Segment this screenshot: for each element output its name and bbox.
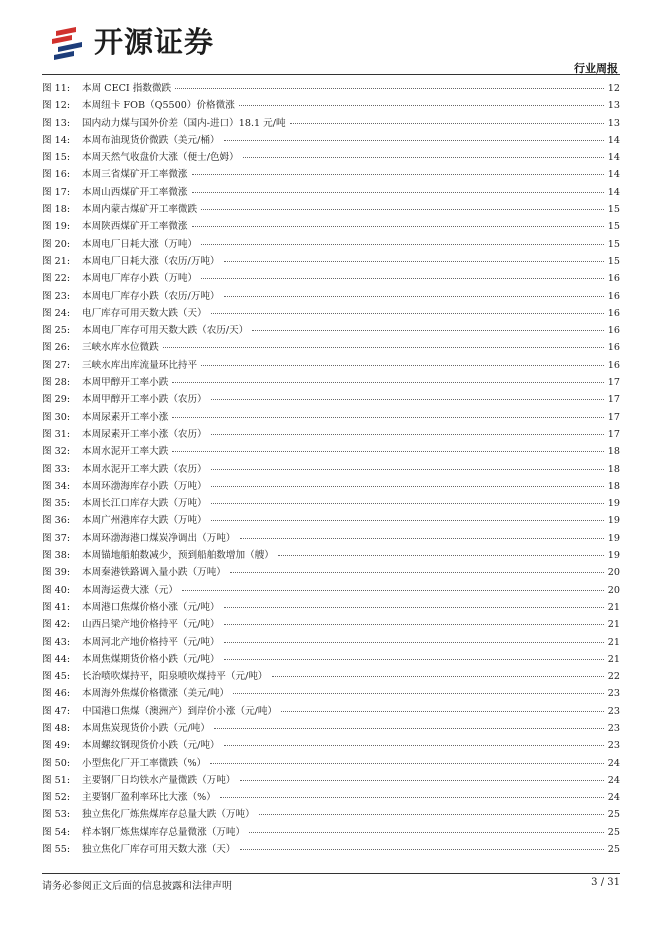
figure-title: 本周三省煤矿开工率微涨 bbox=[82, 169, 188, 181]
figure-number: 图 44: bbox=[42, 653, 71, 665]
figure-number: 图 42: bbox=[42, 619, 71, 631]
figure-page-number: 16 bbox=[607, 359, 620, 371]
toc-entry[interactable] bbox=[42, 495, 620, 512]
figure-title: 国内动力煤与国外价差（国内-进口）18.1 元/吨 bbox=[82, 117, 286, 129]
footer-disclaimer: 请务必参阅正文后面的信息披露和法律声明 bbox=[42, 881, 232, 892]
figure-number: 图 26: bbox=[42, 342, 71, 354]
figure-title: 本周纽卡 FOB（Q5500）价格微涨 bbox=[82, 100, 235, 112]
figure-title: 本周电厂日耗大涨（农历/万吨） bbox=[82, 255, 220, 267]
figure-title: 本周天然气收盘价大涨（便士/色姆） bbox=[82, 152, 239, 164]
figure-title: 本周电厂库存小跌（万吨） bbox=[82, 273, 198, 285]
dot-leader bbox=[224, 624, 604, 625]
figure-number: 图 41: bbox=[42, 601, 71, 613]
figure-number: 图 28: bbox=[42, 377, 71, 389]
figure-page-number: 23 bbox=[607, 740, 620, 752]
figure-title: 本周电厂日耗大涨（万吨） bbox=[82, 238, 198, 250]
dot-leader bbox=[172, 382, 603, 383]
figure-title: 本周焦炭现货价小跌（元/吨） bbox=[82, 722, 210, 734]
dot-leader bbox=[192, 226, 604, 227]
figure-title: 本周水泥开工率大跌 bbox=[82, 446, 169, 458]
dot-leader bbox=[192, 174, 604, 175]
dot-leader bbox=[201, 209, 604, 210]
toc-entry[interactable] bbox=[42, 339, 620, 356]
toc-entry[interactable] bbox=[42, 149, 620, 166]
dot-leader bbox=[175, 88, 604, 89]
figure-page-number: 18 bbox=[607, 446, 620, 458]
figure-title: 三峡水库出库流量环比持平 bbox=[82, 359, 198, 371]
figure-page-number: 13 bbox=[607, 100, 620, 112]
dot-leader bbox=[172, 451, 603, 452]
figure-page-number: 23 bbox=[607, 705, 620, 717]
toc-entry[interactable] bbox=[42, 530, 620, 547]
toc-entry[interactable] bbox=[42, 253, 620, 270]
figure-title: 长治喷吹煤持平，阳泉喷吹煤持平（元/吨） bbox=[82, 671, 268, 683]
figure-title: 小型焦化厂开工率微跌（%） bbox=[82, 757, 207, 769]
dot-leader bbox=[233, 693, 604, 694]
dot-leader bbox=[230, 572, 604, 573]
figure-page-number: 24 bbox=[607, 792, 620, 804]
figure-page-number: 16 bbox=[607, 273, 620, 285]
figure-page-number: 18 bbox=[607, 463, 620, 475]
logo-text: 开源证券 bbox=[94, 25, 215, 59]
toc-entry[interactable] bbox=[42, 461, 620, 478]
figure-number: 图 40: bbox=[42, 584, 71, 596]
toc-entry[interactable] bbox=[42, 218, 620, 235]
figure-title: 本周甲醇开工率小跌 bbox=[82, 377, 169, 389]
toc-entry[interactable] bbox=[42, 720, 620, 737]
figure-title: 独立焦化厂库存可用天数大涨（天） bbox=[82, 844, 236, 856]
dot-leader bbox=[163, 347, 604, 348]
figure-number: 图 53: bbox=[42, 809, 71, 821]
figure-number: 图 55: bbox=[42, 844, 71, 856]
figure-title: 本周秦港铁路调入量小跌（万吨） bbox=[82, 567, 226, 579]
figure-title: 主要钢厂盈利率环比大涨（%） bbox=[82, 792, 216, 804]
figure-title: 本周尿素开工率小涨（农历） bbox=[82, 428, 207, 440]
dot-leader bbox=[243, 157, 604, 158]
dot-leader bbox=[211, 399, 604, 400]
dot-leader bbox=[240, 849, 604, 850]
figure-page-number: 16 bbox=[607, 307, 620, 319]
toc-entry[interactable] bbox=[42, 547, 620, 564]
figure-number: 图 32: bbox=[42, 446, 71, 458]
figure-title: 本周水泥开工率大跌（农历） bbox=[82, 463, 207, 475]
toc-entry[interactable] bbox=[42, 184, 620, 201]
figure-page-number: 25 bbox=[607, 809, 620, 821]
dot-leader bbox=[224, 607, 604, 608]
figure-page-number: 24 bbox=[607, 774, 620, 786]
dot-leader bbox=[252, 330, 603, 331]
toc-entry[interactable] bbox=[42, 685, 620, 702]
toc-entry[interactable] bbox=[42, 166, 620, 183]
figure-number: 图 37: bbox=[42, 532, 71, 544]
figure-number: 图 54: bbox=[42, 826, 71, 838]
toc-entry[interactable] bbox=[42, 599, 620, 616]
figure-page-number: 25 bbox=[607, 844, 620, 856]
figure-number: 图 20: bbox=[42, 238, 71, 250]
figure-page-number: 20 bbox=[607, 567, 620, 579]
figure-title: 独立焦化厂炼焦煤库存总量大跌（万吨） bbox=[82, 809, 255, 821]
figure-number: 图 22: bbox=[42, 273, 71, 285]
figure-title: 本周 CECI 指数微跌 bbox=[82, 83, 172, 94]
figure-title: 本周河北产地价格持平（元/吨） bbox=[82, 636, 220, 648]
dot-leader bbox=[272, 676, 604, 677]
toc-entry[interactable] bbox=[42, 841, 620, 858]
toc-entry[interactable] bbox=[42, 270, 620, 287]
figure-page-number: 21 bbox=[607, 601, 620, 613]
figure-title: 样本钢厂炼焦煤库存总量微涨（万吨） bbox=[82, 826, 246, 838]
figure-number: 图 24: bbox=[42, 307, 71, 319]
dot-leader bbox=[201, 365, 604, 366]
figure-title: 本周港口焦煤价格小涨（元/吨） bbox=[82, 601, 220, 613]
figure-page-number: 16 bbox=[607, 290, 620, 302]
dot-leader bbox=[224, 261, 604, 262]
toc-entry[interactable] bbox=[42, 443, 620, 460]
figure-number: 图 16: bbox=[42, 169, 71, 181]
toc-entry[interactable] bbox=[42, 305, 620, 322]
figure-number: 图 14: bbox=[42, 134, 71, 146]
toc-entry[interactable] bbox=[42, 391, 620, 408]
toc-entry[interactable] bbox=[42, 115, 620, 132]
dot-leader bbox=[259, 814, 604, 815]
figure-page-number: 17 bbox=[607, 411, 620, 423]
toc-entry[interactable] bbox=[42, 616, 620, 633]
figure-page-number: 19 bbox=[607, 498, 620, 510]
figure-page-number: 21 bbox=[607, 619, 620, 631]
figure-page-number: 24 bbox=[607, 757, 620, 769]
dot-leader bbox=[278, 555, 604, 556]
toc-entry[interactable] bbox=[42, 703, 620, 720]
figure-number: 图 34: bbox=[42, 480, 71, 492]
figure-number: 图 31: bbox=[42, 428, 71, 440]
figure-page-number: 25 bbox=[607, 826, 620, 838]
dot-leader bbox=[211, 313, 604, 314]
figure-number: 图 12: bbox=[42, 100, 71, 112]
toc-entry[interactable] bbox=[42, 288, 620, 305]
figure-number: 图 29: bbox=[42, 394, 71, 406]
figure-page-number: 14 bbox=[607, 152, 620, 164]
figure-page-number: 14 bbox=[607, 169, 620, 181]
figure-page-number: 14 bbox=[607, 134, 620, 146]
figure-title: 本周电厂库存可用天数大跌（农历/天） bbox=[82, 325, 249, 337]
dot-leader bbox=[239, 105, 604, 106]
figure-number: 图 50: bbox=[42, 757, 71, 769]
figure-page-number: 17 bbox=[607, 377, 620, 389]
figure-number: 图 27: bbox=[42, 359, 71, 371]
dot-leader bbox=[214, 728, 604, 729]
toc-entry[interactable] bbox=[42, 236, 620, 253]
toc-entry[interactable] bbox=[42, 824, 620, 841]
toc-entry[interactable] bbox=[42, 478, 620, 495]
figure-page-number: 15 bbox=[607, 204, 620, 216]
figure-page-number: 21 bbox=[607, 653, 620, 665]
figure-title: 本周环渤海库存小跌（万吨） bbox=[82, 480, 207, 492]
dot-leader bbox=[211, 486, 604, 487]
figure-page-number: 16 bbox=[607, 342, 620, 354]
figure-number: 图 48: bbox=[42, 722, 71, 734]
dot-leader bbox=[281, 711, 604, 712]
figure-number: 图 36: bbox=[42, 515, 71, 527]
figure-title: 本周山西煤矿开工率微涨 bbox=[82, 186, 188, 198]
toc-entry[interactable] bbox=[42, 97, 620, 114]
dot-leader bbox=[201, 244, 604, 245]
figure-page-number: 19 bbox=[607, 515, 620, 527]
figure-page-number: 21 bbox=[607, 636, 620, 648]
dot-leader bbox=[192, 192, 604, 193]
toc-entry[interactable] bbox=[42, 582, 620, 599]
figure-number: 图 11: bbox=[42, 83, 71, 94]
figure-title: 本周尿素开工率小涨 bbox=[82, 411, 169, 423]
figure-number: 图 52: bbox=[42, 792, 71, 804]
figure-number: 图 25: bbox=[42, 325, 71, 337]
toc-entry[interactable] bbox=[42, 651, 620, 668]
figure-title: 三峡水库水位微跌 bbox=[82, 342, 159, 354]
figure-number: 图 35: bbox=[42, 498, 71, 510]
figure-title: 本周陕西煤矿开工率微涨 bbox=[82, 221, 188, 233]
figure-number: 图 39: bbox=[42, 567, 71, 579]
dot-leader bbox=[211, 434, 604, 435]
figure-number: 图 43: bbox=[42, 636, 71, 648]
figure-page-number: 23 bbox=[607, 688, 620, 700]
toc-entry[interactable] bbox=[42, 668, 620, 685]
figure-page-number: 14 bbox=[607, 186, 620, 198]
figure-page-number: 22 bbox=[607, 671, 620, 683]
figure-page-number: 20 bbox=[607, 584, 620, 596]
figure-number: 图 17: bbox=[42, 186, 71, 198]
figure-number: 图 38: bbox=[42, 550, 71, 562]
figure-number: 图 49: bbox=[42, 740, 71, 752]
figure-number: 图 21: bbox=[42, 255, 71, 267]
toc-entry[interactable] bbox=[42, 789, 620, 806]
toc-entry[interactable] bbox=[42, 374, 620, 391]
report-type-label: 行业周报 bbox=[574, 62, 618, 75]
dot-leader bbox=[240, 538, 604, 539]
figure-number: 图 47: bbox=[42, 705, 71, 717]
figure-title: 山西吕梁产地价格持平（元/吨） bbox=[82, 619, 220, 631]
figure-page-number: 19 bbox=[607, 532, 620, 544]
figure-title: 本周电厂库存小跌（农历/万吨） bbox=[82, 290, 220, 302]
figure-number: 图 33: bbox=[42, 463, 71, 475]
toc-entry[interactable] bbox=[42, 409, 620, 426]
figure-title: 本周螺纹钢现货价小跌（元/吨） bbox=[82, 740, 220, 752]
toc-entry[interactable] bbox=[42, 737, 620, 754]
dot-leader bbox=[220, 797, 604, 798]
figure-title: 本周焦煤期货价格小跌（元/吨） bbox=[82, 653, 220, 665]
dot-leader bbox=[290, 123, 604, 124]
figure-number: 图 30: bbox=[42, 411, 71, 423]
dot-leader bbox=[172, 417, 603, 418]
figure-title: 本周内蒙古煤矿开工率微跌 bbox=[82, 204, 198, 216]
dot-leader bbox=[224, 745, 604, 746]
figure-page-number: 15 bbox=[607, 238, 620, 250]
figure-title: 本周长江口库存大跌（万吨） bbox=[82, 498, 207, 510]
figure-number: 图 13: bbox=[42, 117, 71, 129]
figure-page-number: 17 bbox=[607, 394, 620, 406]
toc-entry[interactable] bbox=[42, 322, 620, 339]
logo-mark-icon bbox=[52, 24, 86, 60]
figure-number: 图 46: bbox=[42, 688, 71, 700]
toc-entry[interactable] bbox=[42, 772, 620, 789]
toc-entry[interactable] bbox=[42, 201, 620, 218]
figure-page-number: 17 bbox=[607, 428, 620, 440]
dot-leader bbox=[224, 296, 604, 297]
toc-entry[interactable] bbox=[42, 755, 620, 772]
figure-title: 本周海运费大涨（元） bbox=[82, 584, 178, 596]
dot-leader bbox=[224, 140, 604, 141]
figure-number: 图 45: bbox=[42, 671, 71, 683]
figure-title: 本周甲醇开工率小跌（农历） bbox=[82, 394, 207, 406]
figure-number: 图 19: bbox=[42, 221, 71, 233]
figure-title: 本周环渤海港口煤炭净调出（万吨） bbox=[82, 532, 236, 544]
figure-title: 本周锚地船舶数减少，预到船舶数增加（艘） bbox=[82, 550, 274, 562]
toc-entry[interactable] bbox=[42, 80, 620, 97]
figure-page-number: 13 bbox=[607, 117, 620, 129]
toc-entry[interactable] bbox=[42, 634, 620, 651]
toc-entry[interactable] bbox=[42, 357, 620, 374]
toc-entry[interactable] bbox=[42, 806, 620, 823]
dot-leader bbox=[210, 763, 604, 764]
toc-entry[interactable] bbox=[42, 564, 620, 581]
toc-entry[interactable] bbox=[42, 512, 620, 529]
figure-page-number: 18 bbox=[607, 480, 620, 492]
dot-leader bbox=[240, 780, 604, 781]
figure-page-number: 16 bbox=[607, 325, 620, 337]
figure-title: 本周广州港库存大跌（万吨） bbox=[82, 515, 207, 527]
figure-page-number: 23 bbox=[607, 722, 620, 734]
figure-number: 图 23: bbox=[42, 290, 71, 302]
figure-number: 图 15: bbox=[42, 152, 71, 164]
figure-page-number: 15 bbox=[607, 221, 620, 233]
figure-title: 本周布油现货价微跌（美元/桶） bbox=[82, 134, 220, 146]
dot-leader bbox=[211, 520, 604, 521]
figure-number: 图 18: bbox=[42, 204, 71, 216]
footer-divider bbox=[42, 873, 620, 874]
dot-leader bbox=[201, 278, 604, 279]
figure-title: 本周海外焦煤价格微涨（美元/吨） bbox=[82, 688, 230, 700]
figure-title: 主要钢厂日均铁水产量微跌（万吨） bbox=[82, 774, 236, 786]
toc-entry[interactable] bbox=[42, 132, 620, 149]
figure-list bbox=[42, 80, 620, 858]
company-logo bbox=[52, 22, 214, 62]
dot-leader bbox=[211, 503, 604, 504]
dot-leader bbox=[182, 590, 604, 591]
header-divider bbox=[42, 74, 620, 75]
figure-page-number: 19 bbox=[607, 550, 620, 562]
dot-leader bbox=[211, 469, 604, 470]
dot-leader bbox=[224, 659, 604, 660]
figure-title: 中国港口焦煤（澳洲产）到岸价小涨（元/吨） bbox=[82, 705, 278, 717]
dot-leader bbox=[224, 642, 604, 643]
toc-entry[interactable] bbox=[42, 426, 620, 443]
dot-leader bbox=[249, 832, 604, 833]
figure-page-number: 15 bbox=[607, 255, 620, 267]
figure-page-number: 12 bbox=[607, 83, 620, 94]
figure-number: 图 51: bbox=[42, 774, 71, 786]
figure-title: 电厂库存可用天数大跌（天） bbox=[82, 307, 207, 319]
page-number: 3 / 31 bbox=[591, 877, 620, 888]
